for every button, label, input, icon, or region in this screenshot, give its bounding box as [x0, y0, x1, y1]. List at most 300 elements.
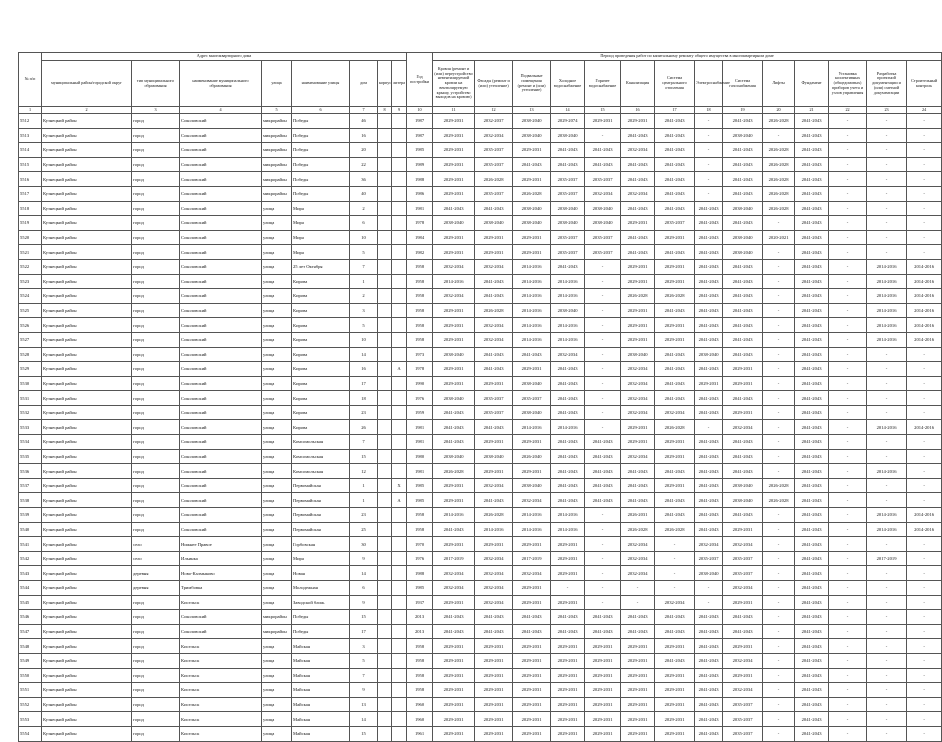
table-cell: 2029-2074	[551, 114, 585, 129]
table-cell: Победы	[292, 172, 350, 187]
table-cell: 2041-2043	[621, 230, 655, 245]
column-number-cell: 13	[513, 107, 551, 114]
table-cell: город	[132, 128, 180, 143]
table-cell: 2041-2043	[433, 201, 475, 216]
table-cell: -	[585, 259, 621, 274]
table-cell: -	[829, 143, 867, 158]
table-cell: -	[621, 595, 655, 610]
table-row	[19, 172, 942, 187]
table-cell: микрорайон	[262, 172, 292, 187]
table-cell: 2041-2043	[795, 683, 829, 698]
table-cell: -	[829, 449, 867, 464]
table-cell: Победы	[292, 610, 350, 625]
table-cell: 2029-2031	[433, 683, 475, 698]
table-cell: 2041-2043	[695, 508, 723, 523]
table-cell: 2041-2043	[695, 653, 723, 668]
table-cell: -	[867, 478, 907, 493]
table-cell: -	[829, 610, 867, 625]
table-cell	[378, 551, 392, 566]
table-cell	[392, 639, 407, 654]
table-cell: 2041-2043	[795, 420, 829, 435]
table-cell: 2029-2031	[551, 683, 585, 698]
table-cell: -	[763, 566, 795, 581]
table-cell: 2038-2040	[551, 128, 585, 143]
table-cell: -	[763, 216, 795, 231]
table-cell: 2035-2037	[723, 551, 763, 566]
table-cell: Горбовская	[292, 537, 350, 552]
table-cell: Соколовский	[180, 376, 262, 391]
table-cell: 2041-2043	[795, 289, 829, 304]
table-cell: Кирова	[292, 376, 350, 391]
table-cell: 2041-2043	[723, 508, 763, 523]
table-cell: город	[132, 522, 180, 537]
table-cell: Кузнецкий район	[42, 376, 132, 391]
table-cell: 2029-2031	[551, 639, 585, 654]
table-cell: 2041-2043	[655, 610, 695, 625]
table-cell: улица	[262, 726, 292, 741]
table-cell: 1	[350, 478, 378, 493]
table-cell: -	[907, 435, 942, 450]
table-cell: 1988	[407, 172, 433, 187]
table-cell: 2041-2043	[795, 435, 829, 450]
table-cell: 1959	[407, 405, 433, 420]
table-cell: 1958	[407, 259, 433, 274]
table-cell: 2029-2031	[655, 668, 695, 683]
table-cell	[392, 712, 407, 727]
table-cell: 2029-2031	[551, 668, 585, 683]
table-cell: 2026-2028	[763, 186, 795, 201]
table-cell: 2029-2031	[655, 318, 695, 333]
table-cell: 2029-2031	[433, 668, 475, 683]
table-cell: 2029-2031	[655, 230, 695, 245]
table-cell: -	[829, 347, 867, 362]
table-cell: 1982	[407, 245, 433, 260]
table-cell: 5553	[19, 712, 42, 727]
table-cell: 5550	[19, 668, 42, 683]
table-cell: Первомайская	[292, 508, 350, 523]
table-cell	[378, 697, 392, 712]
table-cell: -	[763, 726, 795, 741]
table-cell: 2035-2037	[723, 712, 763, 727]
table-cell: микрорайон	[262, 143, 292, 158]
table-cell: 6	[350, 581, 378, 596]
table-cell: улица	[262, 449, 292, 464]
header-cell: Лифты	[763, 61, 795, 107]
table-cell: -	[585, 391, 621, 406]
table-cell: 2035-2037	[475, 143, 513, 158]
table-cell: 2041-2043	[795, 639, 829, 654]
table-cell: Соколовский	[180, 420, 262, 435]
table-cell: 2041-2043	[655, 347, 695, 362]
table-cell: 17	[350, 624, 378, 639]
table-cell: 2041-2043	[551, 435, 585, 450]
table-cell: 2014-2016	[867, 464, 907, 479]
table-cell: 2032-2034	[475, 332, 513, 347]
table-cell: улица	[262, 332, 292, 347]
table-cell	[378, 172, 392, 187]
table-cell: 2041-2043	[551, 362, 585, 377]
table-cell: 2038-2040	[723, 230, 763, 245]
table-cell: 2041-2043	[655, 391, 695, 406]
table-cell: 2041-2043	[655, 114, 695, 129]
table-cell: -	[867, 143, 907, 158]
table-cell: 2029-2031	[475, 464, 513, 479]
table-cell: 5538	[19, 493, 42, 508]
table-cell: 2029-2031	[475, 697, 513, 712]
table-cell: 5543	[19, 566, 42, 581]
table-cell	[392, 595, 407, 610]
table-cell: 2026-2028	[763, 114, 795, 129]
table-cell: 2041-2043	[513, 157, 551, 172]
table-cell: Мира	[292, 230, 350, 245]
table-cell	[392, 114, 407, 129]
table-cell: Соколовский	[180, 508, 262, 523]
table-row	[19, 230, 942, 245]
table-cell: 2041-2043	[513, 610, 551, 625]
table-cell	[378, 216, 392, 231]
table-cell	[378, 653, 392, 668]
table-cell: 2041-2043	[795, 245, 829, 260]
table-cell: 2041-2043	[655, 143, 695, 158]
table-cell: 2014-2016	[513, 420, 551, 435]
table-cell: улица	[262, 683, 292, 698]
table-cell: Кисельск	[180, 639, 262, 654]
table-cell: 2014-2016	[551, 318, 585, 333]
table-cell: 5547	[19, 624, 42, 639]
table-cell: 5531	[19, 391, 42, 406]
table-cell: 2029-2031	[513, 464, 551, 479]
table-row	[19, 245, 942, 260]
table-cell: Кирова	[292, 274, 350, 289]
table-cell: 1987	[407, 128, 433, 143]
table-cell: А	[392, 362, 407, 377]
table-cell: -	[763, 420, 795, 435]
table-cell: -	[907, 391, 942, 406]
table-cell: Новая	[292, 566, 350, 581]
table-cell: Кирова	[292, 303, 350, 318]
table-cell: 2041-2043	[621, 128, 655, 143]
table-cell: 2014-2016	[513, 289, 551, 304]
table-cell: 2029-2031	[513, 683, 551, 698]
table-cell: -	[829, 478, 867, 493]
table-cell: -	[907, 624, 942, 639]
table-cell: 9	[350, 683, 378, 698]
table-cell: 2038-2040	[513, 376, 551, 391]
table-cell: -	[763, 391, 795, 406]
table-cell: улица	[262, 581, 292, 596]
table-cell: 2041-2043	[433, 420, 475, 435]
table-cell: 2029-2031	[621, 303, 655, 318]
column-number-cell: 12	[475, 107, 513, 114]
table-cell: Соколовский	[180, 274, 262, 289]
table-cell: 5523	[19, 274, 42, 289]
header-cell: Система центрального отопления	[655, 61, 695, 107]
table-cell: -	[585, 347, 621, 362]
table-cell: 5540	[19, 522, 42, 537]
table-cell: 2014-2016	[513, 303, 551, 318]
table-cell: 16	[350, 362, 378, 377]
table-cell: 2041-2043	[723, 114, 763, 129]
table-cell: Кузнецкий район	[42, 245, 132, 260]
table-cell: -	[829, 245, 867, 260]
table-cell: микрорайон	[262, 186, 292, 201]
table-cell: 2041-2043	[475, 420, 513, 435]
table-cell	[378, 566, 392, 581]
table-cell	[392, 683, 407, 698]
table-cell: Соколовский	[180, 245, 262, 260]
table-cell: Кузнецкий район	[42, 610, 132, 625]
table-cell: 5554	[19, 726, 42, 741]
table-cell: -	[907, 362, 942, 377]
table-cell: -	[867, 391, 907, 406]
table-cell: Комсомольская	[292, 449, 350, 464]
table-cell: 2032-2034	[433, 289, 475, 304]
table-cell: 2041-2043	[551, 624, 585, 639]
table-row	[19, 332, 942, 347]
table-cell: -	[585, 318, 621, 333]
table-cell: 2041-2043	[621, 464, 655, 479]
table-cell: город	[132, 668, 180, 683]
table-row	[19, 347, 942, 362]
table-cell: Молодежная	[292, 581, 350, 596]
table-cell: 5530	[19, 376, 42, 391]
table-cell: город	[132, 493, 180, 508]
table-cell: Соколовский	[180, 318, 262, 333]
table-cell: 2029-2031	[433, 128, 475, 143]
table-cell: Соколовский	[180, 391, 262, 406]
table-cell: 2041-2043	[723, 464, 763, 479]
table-cell: 10	[350, 332, 378, 347]
table-cell: 2017-2019	[433, 551, 475, 566]
table-cell: улица	[262, 478, 292, 493]
table-cell: 2029-2031	[433, 303, 475, 318]
table-cell: 7	[350, 259, 378, 274]
table-cell: 2026-2040	[513, 449, 551, 464]
column-number-cell: 15	[585, 107, 621, 114]
table-cell: -	[763, 537, 795, 552]
table-cell: город	[132, 362, 180, 377]
table-cell: -	[695, 595, 723, 610]
table-cell: 2029-2031	[433, 595, 475, 610]
address-group-header: Адрес многоквартирного дома	[42, 53, 407, 61]
table-cell: 2029-2031	[433, 653, 475, 668]
table-cell: -	[763, 347, 795, 362]
table-row	[19, 478, 942, 493]
table-cell: 2014-2016	[433, 274, 475, 289]
table-cell: -	[695, 128, 723, 143]
table-cell: 2029-2031	[513, 143, 551, 158]
table-cell: Комсомольская	[292, 464, 350, 479]
table-cell: 2029-2031	[513, 726, 551, 741]
table-cell: город	[132, 683, 180, 698]
table-row	[19, 449, 942, 464]
table-cell: 2029-2031	[433, 318, 475, 333]
table-cell: 2017-2019	[513, 551, 551, 566]
table-cell: 2041-2043	[655, 376, 695, 391]
table-cell: 2041-2043	[475, 274, 513, 289]
table-row	[19, 186, 942, 201]
table-cell: 2029-2031	[513, 581, 551, 596]
table-cell: -	[763, 362, 795, 377]
table-cell: 2029-2031	[513, 435, 551, 450]
table-row	[19, 683, 942, 698]
table-cell: 2032-2034	[513, 566, 551, 581]
table-cell: Мира	[292, 216, 350, 231]
table-cell: 1976	[407, 551, 433, 566]
table-cell: 2038-2040	[723, 493, 763, 508]
table-cell: 2041-2043	[695, 639, 723, 654]
table-cell: -	[867, 216, 907, 231]
table-cell: -	[829, 405, 867, 420]
table-cell: 2041-2043	[551, 449, 585, 464]
table-cell: Соколовский	[180, 464, 262, 479]
table-cell: 2035-2037	[475, 405, 513, 420]
table-cell: -	[585, 581, 621, 596]
table-cell: 2041-2043	[795, 464, 829, 479]
table-cell: -	[907, 683, 942, 698]
table-cell: Первомайская	[292, 493, 350, 508]
table-cell: -	[763, 332, 795, 347]
table-cell: 2029-2031	[621, 435, 655, 450]
table-cell: 7	[350, 435, 378, 450]
table-cell: Кирова	[292, 420, 350, 435]
column-number-cell: 14	[551, 107, 585, 114]
table-cell: 2038-2040	[723, 128, 763, 143]
table-cell: 2026-2028	[763, 493, 795, 508]
table-cell: -	[585, 595, 621, 610]
table-cell: -	[763, 624, 795, 639]
table-cell: 2041-2043	[585, 464, 621, 479]
table-cell: 5512	[19, 114, 42, 129]
table-cell: 2032-2034	[621, 449, 655, 464]
table-cell: -	[907, 697, 942, 712]
header-cell: литера	[392, 61, 407, 107]
table-cell: 2041-2043	[621, 245, 655, 260]
table-cell: 2029-2031	[433, 172, 475, 187]
table-cell: 1958	[407, 683, 433, 698]
table-cell: -	[867, 624, 907, 639]
table-cell: улица	[262, 230, 292, 245]
table-cell: 2041-2043	[585, 478, 621, 493]
table-cell: Кузнецкий район	[42, 566, 132, 581]
table-cell: -	[829, 391, 867, 406]
table-cell: улица	[262, 216, 292, 231]
table-cell: 2029-2031	[513, 245, 551, 260]
table-cell: -	[867, 610, 907, 625]
table-cell: -	[829, 595, 867, 610]
table-cell: 2041-2043	[655, 157, 695, 172]
table-cell: 2032-2034	[585, 186, 621, 201]
table-cell: Победы	[292, 624, 350, 639]
table-cell: 2014-2016	[551, 508, 585, 523]
table-cell: 2041-2043	[695, 362, 723, 377]
table-cell: 2035-2037	[723, 697, 763, 712]
table-cell: 3	[350, 303, 378, 318]
table-cell: город	[132, 289, 180, 304]
table-cell: -	[829, 726, 867, 741]
table-cell: город	[132, 230, 180, 245]
table-cell: 2029-2031	[433, 362, 475, 377]
table-cell: 2014-2016	[867, 259, 907, 274]
table-cell: 2032-2034	[433, 259, 475, 274]
table-cell	[392, 245, 407, 260]
table-cell: 2029-2031	[723, 405, 763, 420]
table-cell: Кузнецкий район	[42, 653, 132, 668]
table-cell: 2041-2043	[795, 493, 829, 508]
table-cell: 2029-2031	[433, 478, 475, 493]
table-cell: 16	[350, 128, 378, 143]
table-cell: Кузнецкий район	[42, 186, 132, 201]
table-cell: 2029-2031	[621, 318, 655, 333]
table-cell: -	[829, 318, 867, 333]
table-row	[19, 726, 942, 741]
table-cell: Кузнецкий район	[42, 128, 132, 143]
table-cell: 2038-2040	[513, 201, 551, 216]
table-cell: 40	[350, 186, 378, 201]
table-cell: 2041-2043	[795, 128, 829, 143]
table-cell: 2041-2043	[695, 303, 723, 318]
table-cell	[378, 493, 392, 508]
table-cell: 5	[350, 653, 378, 668]
table-cell: 5541	[19, 537, 42, 552]
table-cell: 2026-2028	[621, 289, 655, 304]
table-cell: -	[621, 581, 655, 596]
table-cell: 2032-2034	[475, 259, 513, 274]
table-cell: 2029-2031	[621, 712, 655, 727]
table-cell: 2029-2031	[513, 712, 551, 727]
table-cell: Кузнецкий район	[42, 668, 132, 683]
table-cell: 2038-2040	[475, 216, 513, 231]
table-cell: -	[829, 624, 867, 639]
table-cell: Соколовский	[180, 405, 262, 420]
table-cell: 2014-2016	[551, 289, 585, 304]
table-cell: -	[907, 726, 942, 741]
table-cell: 1990	[407, 376, 433, 391]
table-row	[19, 391, 942, 406]
table-cell: 23	[350, 405, 378, 420]
table-cell: Заводской ближ.	[292, 595, 350, 610]
table-cell: 2041-2043	[795, 668, 829, 683]
table-cell: 2041-2043	[695, 318, 723, 333]
table-cell: город	[132, 435, 180, 450]
table-cell: Кузнецкий район	[42, 362, 132, 377]
table-cell: улица	[262, 347, 292, 362]
table-cell: Кузнецкий район	[42, 289, 132, 304]
table-cell	[392, 128, 407, 143]
table-cell: 2029-2031	[551, 551, 585, 566]
table-cell: 2041-2043	[621, 624, 655, 639]
table-cell: 2041-2043	[475, 610, 513, 625]
table-cell: 2014-2016	[867, 289, 907, 304]
table-cell: 2029-2031	[621, 216, 655, 231]
table-cell: 2032-2034	[723, 537, 763, 552]
table-cell: 2029-2031	[475, 639, 513, 654]
table-cell: 46	[350, 114, 378, 129]
table-cell: -	[867, 639, 907, 654]
table-cell: 26	[350, 420, 378, 435]
table-cell: 2041-2043	[551, 143, 585, 158]
table-cell: 2041-2043	[551, 259, 585, 274]
table-cell: -	[655, 581, 695, 596]
table-cell: город	[132, 405, 180, 420]
table-cell: деревня	[132, 581, 180, 596]
table-cell: Соколовский	[180, 114, 262, 129]
table-cell: -	[867, 726, 907, 741]
table-cell: 2029-2031	[433, 245, 475, 260]
table-cell: 2035-2037	[723, 726, 763, 741]
table-cell: -	[907, 610, 942, 625]
table-cell	[392, 186, 407, 201]
